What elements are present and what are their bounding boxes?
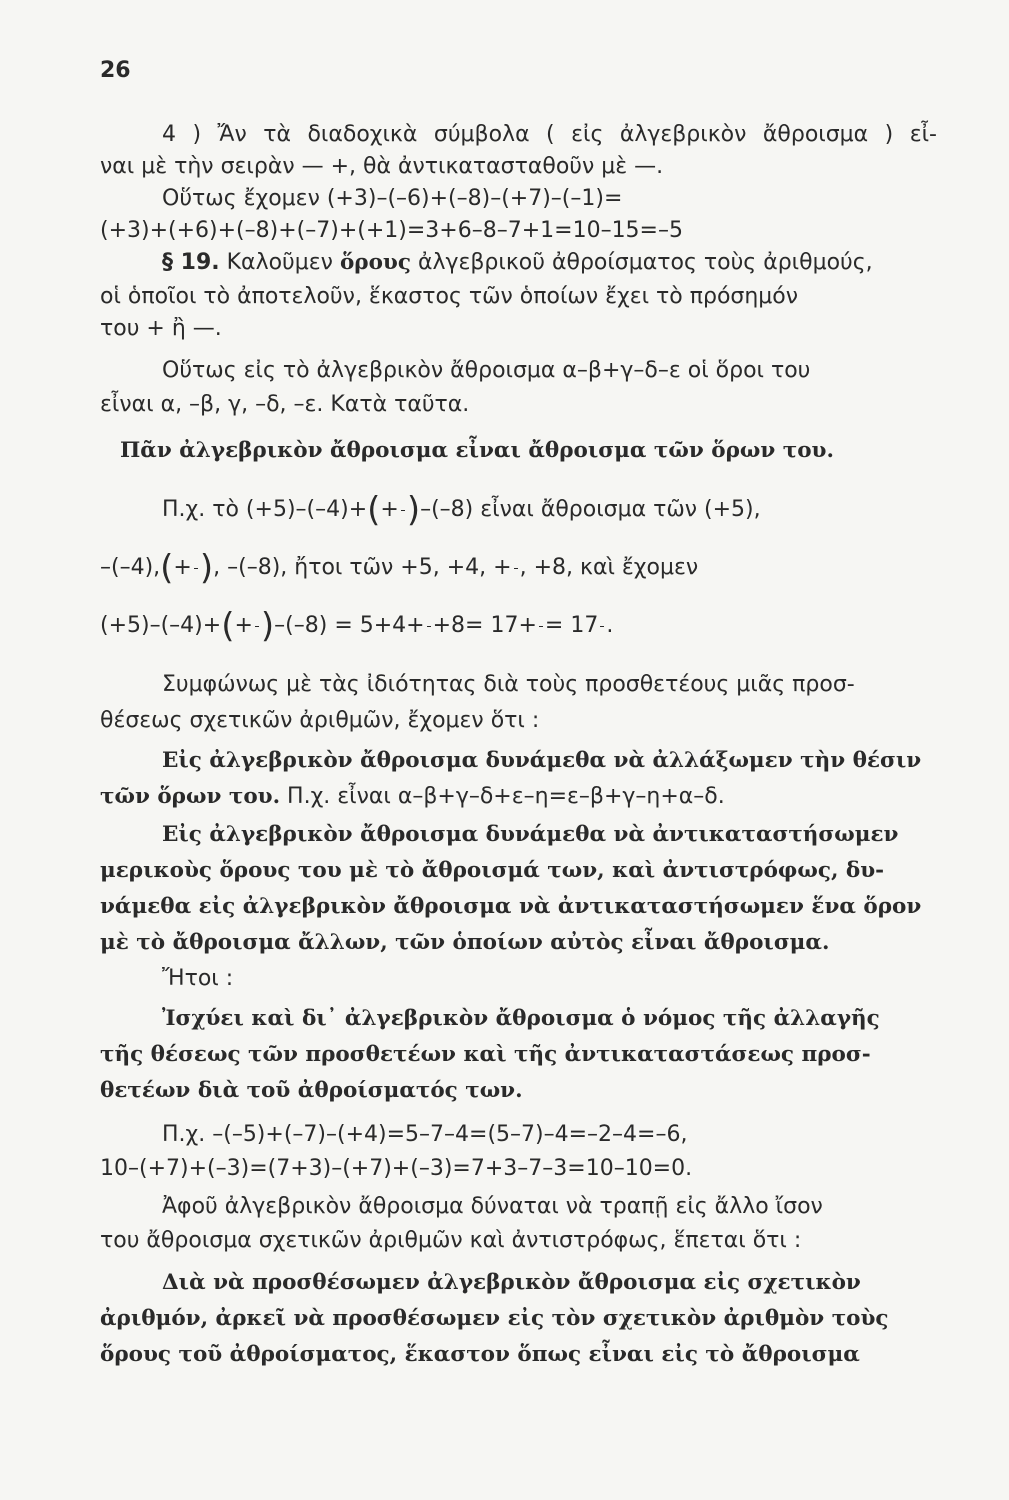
text-line: εἶναι α, –β, γ, –δ, –ε. Κατὰ ταῦτα. [100,392,470,417]
text-line: οἱ ὁποῖοι τὸ ἀποτελοῦν, ἕκαστος τῶν ὁποίων ἔχει τὸ πρόσημόν [100,284,799,309]
example-line: –(–4),(+ ), –(–8), ἤτοι τῶν +5, +4, + , +8, καὶ ἔχομεν [100,548,699,588]
text-span: , –(–8), ἤτοι τῶν +5, +4, + [213,555,512,580]
text-span: –(–8) εἶναι ἄθροισμα τῶν (+5), [420,497,761,522]
text-span: –(–4), [100,555,161,580]
text-line: του ἄθροισμα σχετικῶν ἀριθμῶν καὶ ἀντιστρόφως, ἕπεται ὅτι : [100,1228,802,1253]
section-mark: § 19. [162,250,220,275]
rule-statement: Διὰ νὰ προσθέσωμεν ἀλγεβρικὸν ἄθροισμα εἰς σχετικὸν [162,1270,861,1295]
fraction [600,626,604,627]
text-line: 4 ) Ἄν τὰ διαδοχικὰ σύμβολα ( εἰς ἀλγεβρικὸν ἄθροισμα ) εἶ- [162,122,937,147]
text-span: + [380,497,399,522]
fraction [514,568,518,569]
rule-statement: Πᾶν ἀλγεβρικὸν ἄθροισμα εἶναι ἄθροισμα τῶν ὅρων του. [120,438,834,463]
rule-statement-line [100,782,937,812]
text-line: Οὕτως ἔχομεν (+3)–(–6)+(–8)–(+7)–(–1)= [162,186,623,211]
text-line: (+3)+(+6)+(–8)+(–7)+(+1)=3+6–8–7+1=10–15=–5 [100,218,683,243]
text-span: + [173,555,192,580]
fraction [427,626,431,627]
text-span: = 17 [544,613,599,638]
rule-statement: μερικοὺς ὅρους του μὲ τὸ ἄθροισμά των, καὶ ἀντιστρόφως, δυ- [100,858,885,883]
rule-statement: θετέων διὰ τοῦ ἀθροίσματός των. [100,1078,523,1103]
fraction-denominator [514,568,518,569]
fraction-denominator [539,626,543,627]
text-line: Συμφώνως μὲ τὰς ἰδιότητας διὰ τοὺς προσθετέους μιᾶς προσ- [162,672,855,697]
term-defined: ὅρους [339,250,411,275]
fraction-denominator [194,568,198,569]
rule-statement: νάμεθα εἰς ἀλγεβρικὸν ἄθροισμα νὰ ἀντικαταστήσωμεν ἕνα ὅρον [100,894,922,919]
rule-statement: ὅρους τοῦ ἀθροίσματος, ἕκαστον ὅπως εἶναι εἰς τὸ ἄθροισμα [100,1342,860,1367]
text-span: Π.χ. τὸ (+5)–(–4)+ [162,497,368,522]
text-span: Καλοῦμεν [219,250,340,275]
text-span: (+5)–(–4)+ [100,613,222,638]
text-span: +8= 17+ [432,613,537,638]
fraction-denominator [255,626,259,627]
section-19-line [162,248,937,278]
text-line: Π.χ. –(–5)+(–7)–(+4)=5–7–4=(5–7)–4=–2–4=–6, [162,1122,688,1147]
text-line: Ἀφοῦ ἀλγεβρικὸν ἄθροισμα δύναται νὰ τραπῇ εἰς ἄλλο ἴσον [162,1194,823,1219]
page-number: 26 [100,58,131,83]
rule-statement: τῆς θέσεως τῶν προσθετέων καὶ τῆς ἀντικαταστάσεως προσ- [100,1042,871,1067]
text-line: Οὕτως εἰς τὸ ἀλγεβρικὸν ἄθροισμα α–β+γ–δ–ε οἱ ὅροι του [162,358,811,383]
example-line: Π.χ. τὸ (+5)–(–4)+(+ )–(–8) εἶναι ἄθροισμα τῶν (+5), [162,490,761,530]
rule-statement: μὲ τὸ ἄθροισμα ἄλλων, τῶν ὁποίων αὐτὸς εἶναι ἄθροισμα. [100,930,830,955]
fraction-denominator [600,626,604,627]
fraction [194,568,198,569]
example-line: (+5)–(–4)+(+ )–(–8) = 5+4+ +8= 17+ = 17 . [100,606,614,646]
text-line: 10–(+7)+(–3)=(7+3)–(+7)+(–3)=7+3–7–3=10–10=0. [100,1156,693,1181]
text-line: θέσεως σχετικῶν ἀριθμῶν, ἔχομεν ὅτι : [100,708,540,733]
fraction [401,510,405,511]
fraction-denominator [427,626,431,627]
rule-text: τῶν ὅρων του. [100,784,281,809]
rule-statement: ἀριθμόν, ἀρκεῖ νὰ προσθέσωμεν εἰς τὸν σχετικὸν ἀριθμὸν τοὺς [100,1306,889,1331]
fraction-denominator [401,510,405,511]
text-span: Π.χ. εἶναι α–β+γ–δ+ε–η=ε–β+γ–η+α–δ. [280,784,725,809]
text-line: ναι μὲ τὴν σειρὰν — +, θὰ ἀντικατασταθοῦν μὲ —. [100,154,664,179]
rule-statement: Εἰς ἀλγεβρικὸν ἄθροισμα δυνάμεθα νὰ ἀντικαταστήσωμεν [162,822,899,847]
text-span: –(–8) = 5+4+ [274,613,425,638]
text-span: . [606,613,614,638]
text-line: του + ἢ —. [100,316,222,341]
rule-statement: Ἰσχύει καὶ δι᾽ ἀλγεβρικὸν ἄθροισμα ὁ νόμος τῆς ἀλλαγῆς [162,1006,880,1031]
text-span: + [234,613,253,638]
text-span: ἀλγεβρικοῦ ἀθροίσματος τοὺς ἀριθμούς, [410,250,873,275]
rule-statement: Εἰς ἀλγεβρικὸν ἄθροισμα δυνάμεθα νὰ ἀλλάξωμεν τὴν θέσιν [162,748,922,773]
text-line: Ἤτοι : [162,966,234,991]
fraction [255,626,259,627]
text-span: , +8, καὶ ἔχομεν [519,555,699,580]
fraction [539,626,543,627]
